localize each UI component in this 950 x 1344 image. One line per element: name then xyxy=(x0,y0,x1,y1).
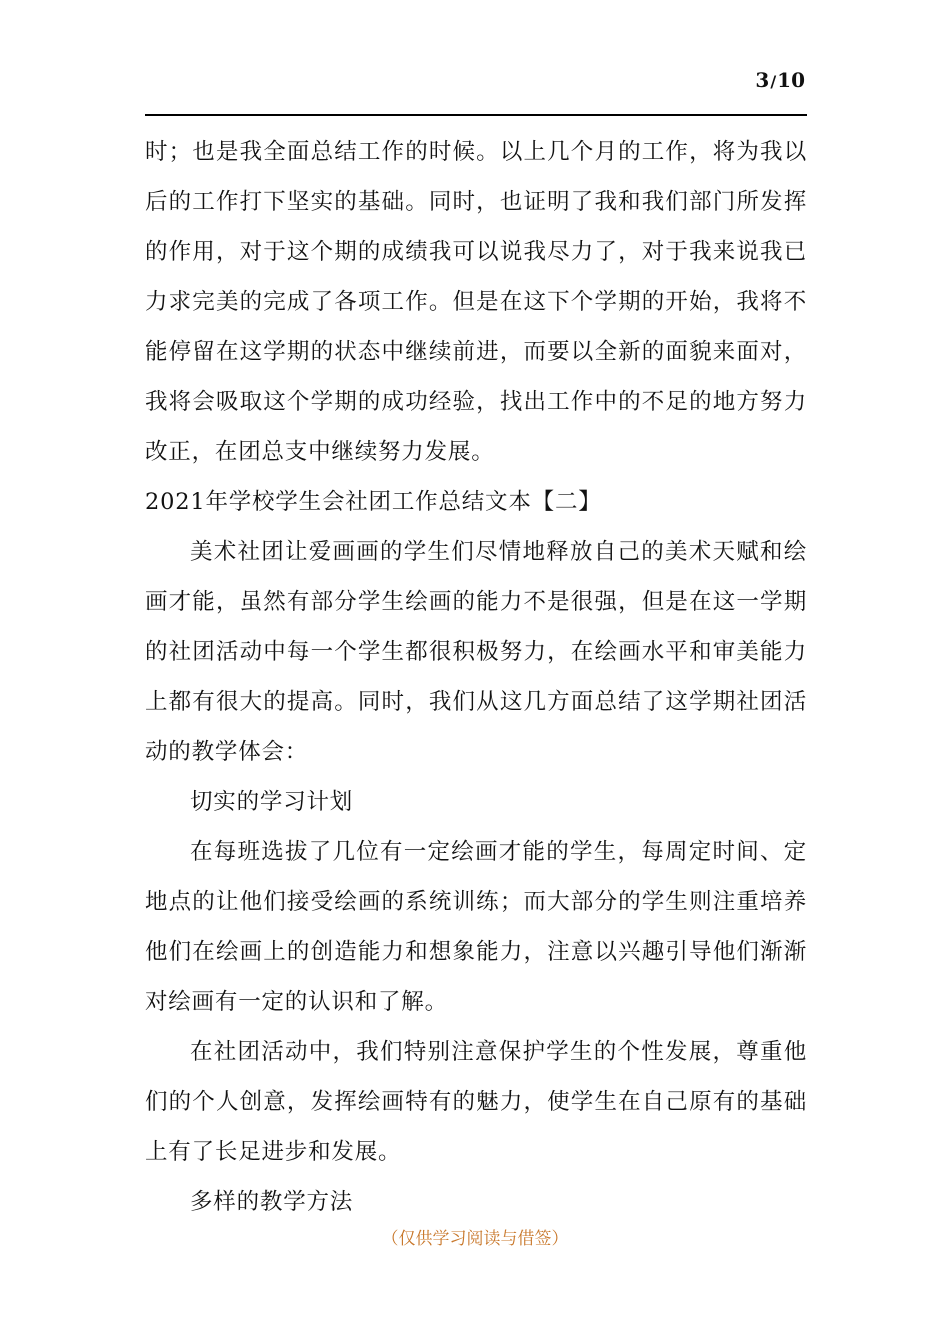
page-current: 3 xyxy=(755,68,770,92)
paragraph-selection: 在每班选拔了几位有一定绘画才能的学生，每周定时间、定地点的让他们接受绘画的系统训练；而大部分的学生则注重培养他们在绘画上的创造能力和想象能力，注意以兴趣引导他们渐渐对绘画有一定的认识和了解。 xyxy=(145,839,807,1015)
header-rule xyxy=(145,114,807,116)
subheading-teaching-methods: 多样的教学方法 xyxy=(190,1189,354,1215)
page-separator: / xyxy=(770,72,777,91)
page-number xyxy=(755,68,805,92)
paragraph-individuality: 在社团活动中，我们特别注意保护学生的个性发展，尊重他们的个人创意，发挥绘画特有的魅力，使学生在自己原有的基础上有了长足进步和发展。 xyxy=(145,1039,807,1165)
paragraph-intro: 美术社团让爱画画的学生们尽情地释放自己的美术天赋和绘画才能，虽然有部分学生绘画的能力不是很强，但是在这一学期的社团活动中每一个学生都很积极努力，在绘画水平和审美能力上都有很大的提高。同时，我们从这几方面总结了这学期社团活动的教学体会： xyxy=(145,539,807,765)
section-heading: 2021年学校学生会社团工作总结文本【二】 xyxy=(145,489,602,515)
page-total: 10 xyxy=(777,68,805,92)
document-body xyxy=(145,127,807,1227)
footer-note: （仅供学习阅读与借签） xyxy=(381,1229,569,1249)
paragraph-continuation: 时；也是我全面总结工作的时候。以上几个月的工作，将为我以后的工作打下坚实的基础。同时，也证明了我和我们部门所发挥的作用，对于这个期的成绩我可以说我尽力了，对于我来说我已力求完美的完成了各项工作。但是在这下个学期的开始，我将不能停留在这学期的状态中继续前进，而要以全新的面貌来面对，我将会吸取这个学期的成功经验，找出工作中的不足的地方努力改正，在团总支中继续努力发展。 xyxy=(145,139,807,465)
subheading-study-plan: 切实的学习计划 xyxy=(190,789,354,815)
